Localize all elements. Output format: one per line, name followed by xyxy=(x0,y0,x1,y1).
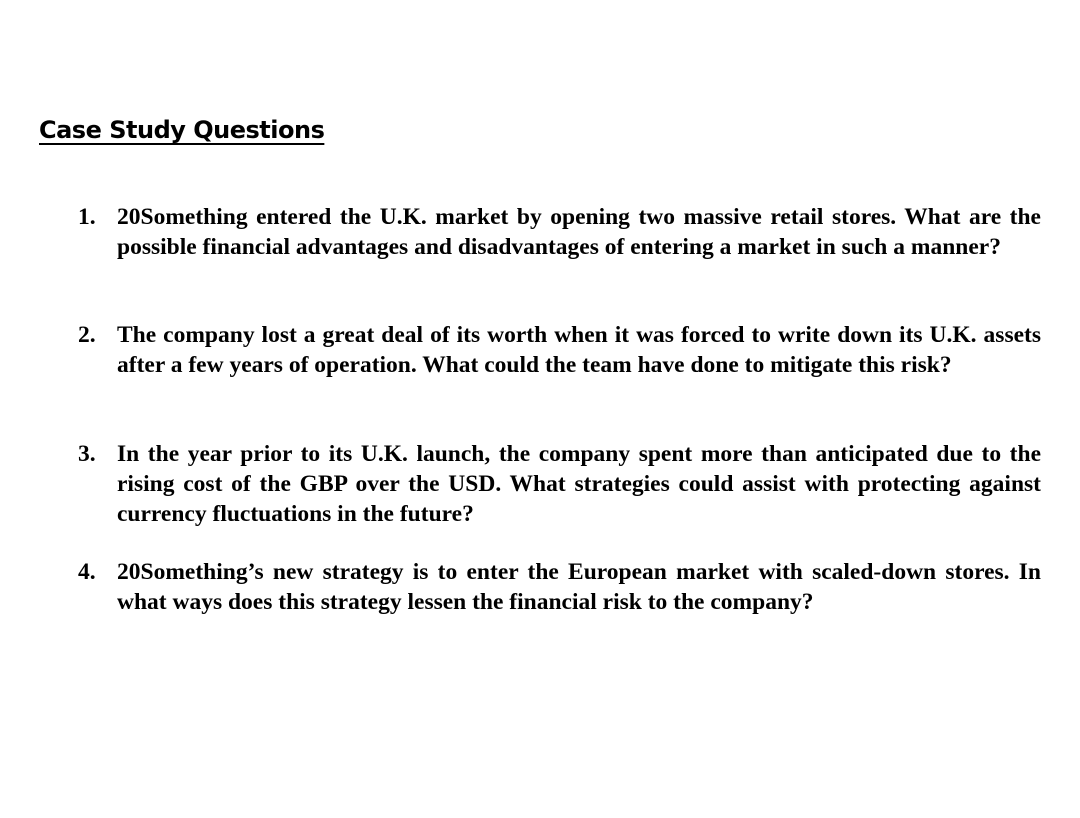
question-item-2 xyxy=(78,320,1041,380)
question-item-3 xyxy=(78,439,1041,529)
question-text: 20Something entered the U.K. market by opening two massive retail stores. What are the possible financial advantages and disadvantages of entering a market in such a manner? xyxy=(117,204,1041,260)
question-text: 20Something’s new strategy is to enter the European market with scaled-down stores. In what ways does this strategy lessen the financial risk to the company? xyxy=(117,559,1041,615)
question-number: 4. xyxy=(78,559,96,585)
question-item-1 xyxy=(78,202,1041,262)
question-text: In the year prior to its U.K. launch, the company spent more than anticipated due to the rising cost of the GBP over the USD. What strategies could assist with protecting against currency fluctuations in the future? xyxy=(117,441,1041,527)
question-text: The company lost a great deal of its worth when it was forced to write down its U.K. assets after a few years of operation. What could the team have done to mitigate this risk? xyxy=(117,322,1041,378)
page-heading: Case Study Questions xyxy=(39,116,325,144)
question-item-4 xyxy=(78,557,1041,617)
question-number: 2. xyxy=(78,322,96,348)
question-number: 3. xyxy=(78,441,96,467)
question-number: 1. xyxy=(78,204,96,230)
